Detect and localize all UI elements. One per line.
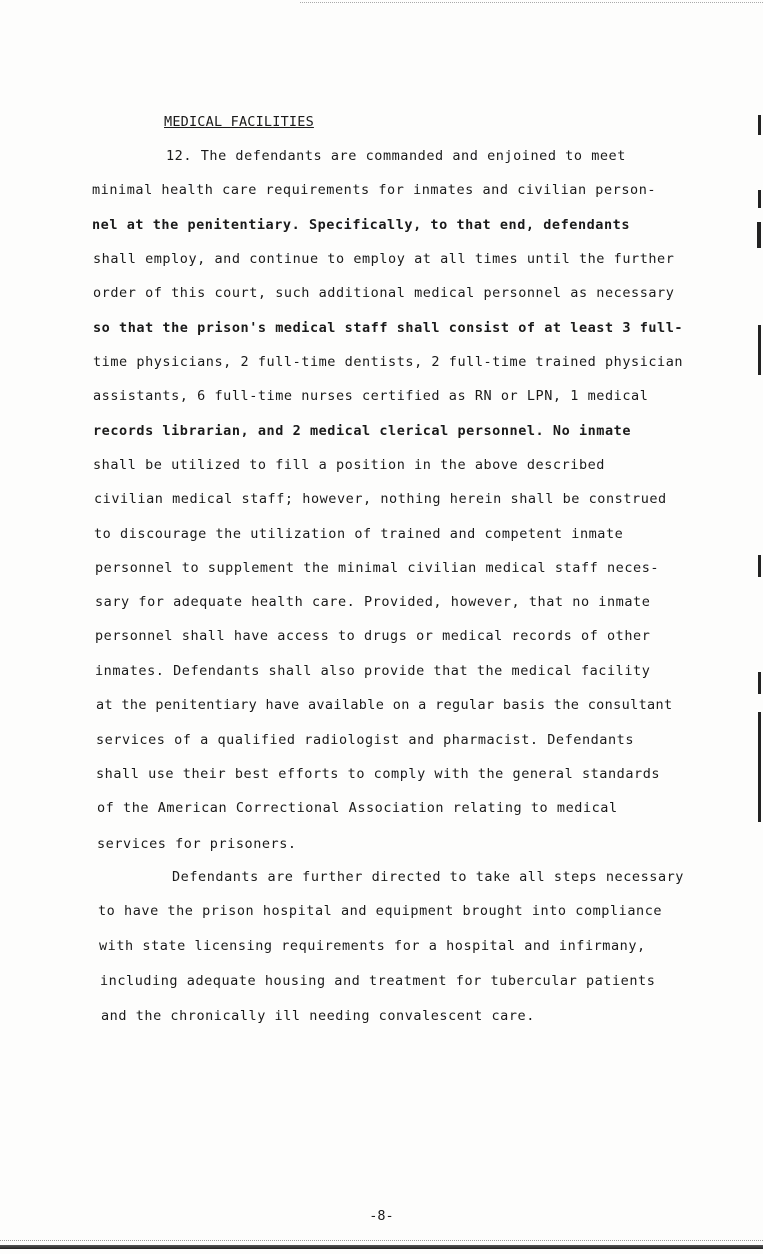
- text-line: nel at the penitentiary. Specifically, to that end, defendants: [92, 217, 631, 233]
- text-line: at the penitentiary have available on a regular basis the consultant: [96, 697, 673, 713]
- text-line: of the American Correctional Association relating to medical: [97, 800, 618, 816]
- scan-edge-mark: [758, 325, 761, 375]
- text-line: time physicians, 2 full-time dentists, 2 full-time trained physician: [93, 354, 684, 370]
- text-line: with state licensing requirements for a hospital and infirmany,: [99, 938, 646, 954]
- text-line: so that the prison's medical staff shall consist of at least 3 full-: [93, 320, 684, 336]
- text-line: and the chronically ill needing convalescent care.: [101, 1008, 535, 1024]
- text-line: civilian medical staff; however, nothing herein shall be construed: [94, 491, 667, 507]
- page-number: [0, 1208, 763, 1224]
- text-line: Defendants are further directed to take all steps necessary: [172, 869, 684, 885]
- page-number-text: -8-: [369, 1208, 394, 1224]
- text-line: records librarian, and 2 medical clerical personnel. No inmate: [93, 423, 632, 439]
- text-line: personnel to supplement the minimal civilian medical staff neces-: [95, 560, 660, 576]
- text-line: order of this court, such additional medical personnel as necessary: [93, 285, 675, 301]
- text-line: shall use their best efforts to comply with the general standards: [96, 766, 661, 782]
- bottom-dots: [0, 1240, 763, 1242]
- text-line: shall be utilized to fill a position in the above described: [93, 457, 605, 473]
- top-edge-dots: [300, 2, 763, 3]
- text-line: personnel shall have access to drugs or medical records of other: [95, 628, 651, 644]
- text-line: inmates. Defendants shall also provide that the medical facility: [95, 663, 651, 679]
- text-line: shall employ, and continue to employ at all times until the further: [93, 251, 675, 267]
- text-line: sary for adequate health care. Provided, however, that no inmate: [95, 594, 651, 610]
- text-line: 12. The defendants are commanded and enjoined to meet: [166, 148, 626, 164]
- text-line: minimal health care requirements for inmates and civilian person-: [92, 182, 657, 198]
- text-line: services of a qualified radiologist and pharmacist. Defendants: [96, 732, 635, 748]
- scan-edge-mark: [758, 190, 761, 208]
- scan-edge-mark: [758, 115, 761, 135]
- scan-edge-mark: [757, 222, 761, 248]
- text-line: to discourage the utilization of trained and competent inmate: [94, 526, 624, 542]
- scan-edge-mark: [758, 672, 761, 694]
- scan-edge-mark: [758, 555, 761, 577]
- text-line: assistants, 6 full-time nurses certified as RN or LPN, 1 medical: [93, 388, 649, 404]
- text-line: including adequate housing and treatment for tubercular patients: [100, 973, 656, 989]
- scan-edge-mark: [758, 712, 761, 822]
- text-line: services for prisoners.: [97, 836, 297, 852]
- section-heading: MEDICAL FACILITIES: [164, 114, 314, 130]
- bottom-edge-rule: [0, 1245, 763, 1249]
- text-line: to have the prison hospital and equipment brought into compliance: [98, 903, 663, 919]
